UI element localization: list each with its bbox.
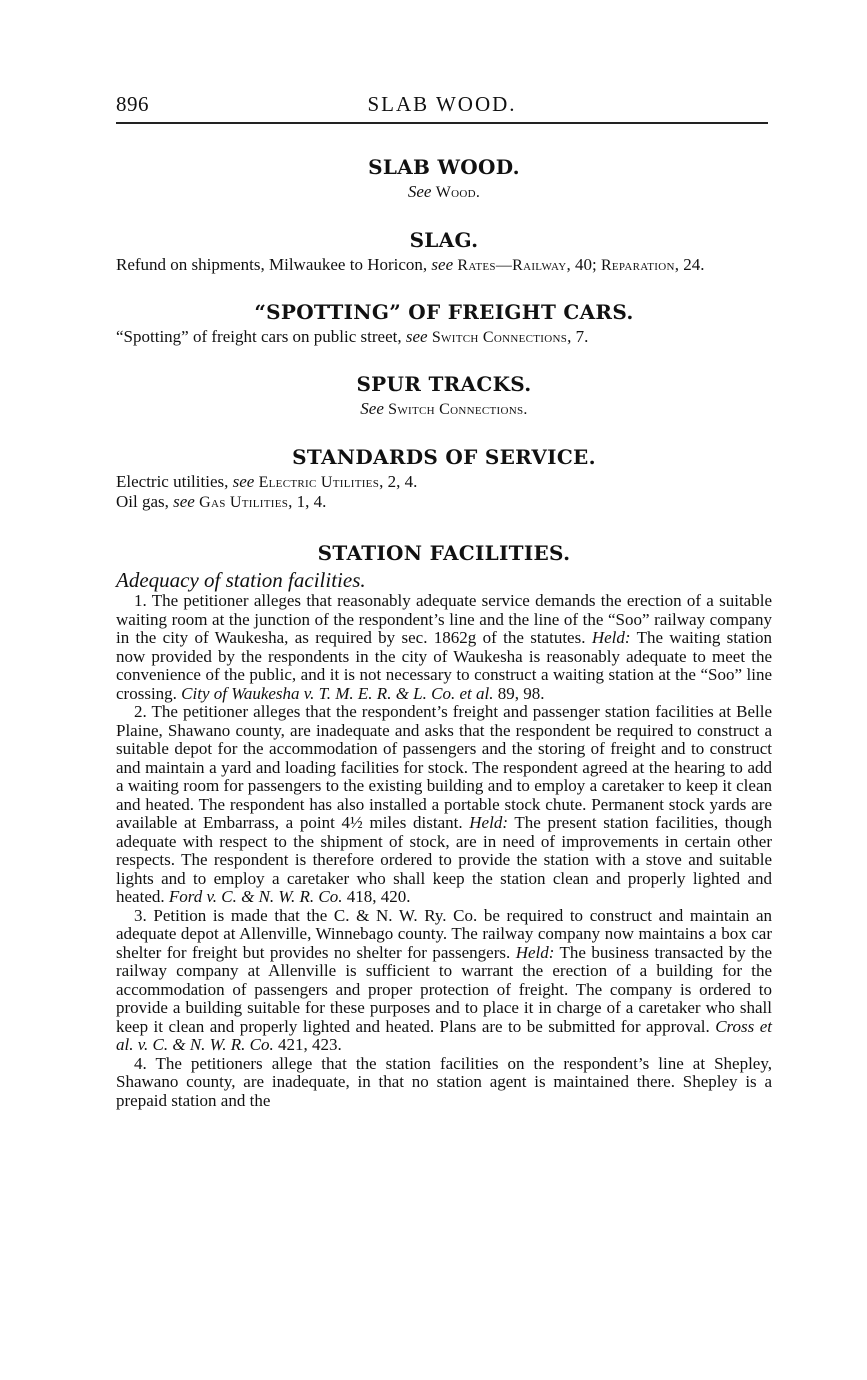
paragraph-3: 3. Petition is made that the C. & N. W. Ry. Co. be required to construct and maintain an adequate depot at Allenville, Winnebago county. The railway company now maintains a box car shelter for freight but provides no shelter for passengers. Held: The business transacted by the railway company at Allenville is sufficient to warrant the erection of a building for the accommodation of passengers and proper protection of freight. The company is ordered to provide a building suitable for these purposes and to place it in charge of a caretaker who shall keep it clean and properly lighted and heated. Plans are to be submitted for approval. Cross et al. v. C. & N. W. R. Co. 421, 423. [116,905,773,1054]
section-standards-of-service [116,442,772,512]
case-citation: Ford v. C. & N. W. R. Co. [168,887,343,906]
section-heading: SLAG. [409,228,479,252]
running-header [116,92,768,124]
section-heading: SLAB WOOD. [368,155,520,179]
page-number: 896 [116,92,149,116]
case-citation: Cross et al. v. C. & N. W. R. Co. [116,1016,772,1054]
case-citation: City of Waukesha v. T. M. E. R. & L. Co. et al. [181,683,494,703]
index-entry: Oil gas, see Gas Utilities, 1, 4. [116,492,327,511]
paragraph-4: 4. The petitioners allege that the station facilities on the respondent’s line at Shepley, Shawano county, are inadequate, in that no station agent is maintained there. Shepley is a prepaid station and the [116,1053,772,1110]
section-spur-tracks [116,369,772,420]
index-entry: Refund on shipments, Milwaukee to Horicon, see Rates—Railway, 40; Reparation, 24. [116,255,705,274]
cross-reference: See Switch Connections. [360,399,528,418]
section-spotting [116,297,772,347]
subheading: Adequacy of station facilities. [116,568,366,592]
section-slag [116,225,772,275]
section-slab-wood [116,152,772,203]
index-entry: Electric utilities, see Electric Utilities, 2, 4. [116,472,418,491]
section-heading: STANDARDS OF SERVICE. [292,445,596,469]
section-station-facilities [116,538,772,1110]
section-heading: “SPOTTING” OF FREIGHT CARS. [254,300,634,324]
running-title: SLAB WOOD. [367,92,517,116]
cross-reference: See Wood. [407,182,481,201]
page-content [116,152,772,1110]
paragraph-2: 2. The petitioner alleges that the respondent’s freight and passenger station facilities at Belle Plaine, Shawano county, are inadequate and asks that the respondent be required to construct a suitable depot for the accommodation of passengers and the storing of freight and to construct and maintain a yard and loading facilities for stock. The respondent agreed at the hearing to add a waiting room for passengers to the existing building and to employ a caretaker to keep it clean and heated. The respondent has also installed a portable stock chute. Permanent stock yards are available at Embarrass, a point 4½ miles distant. Held: The present station facilities, though adequate with respect to the shipment of stock, are in need of improvements in certain other respects. The respondent is therefore ordered to provide the station with a stove and suitable lights and to employ a caretaker who shall keep the station clean and properly lighted and heated. Ford v. C. & N. W. R. Co. 418, 420. [116,702,772,906]
index-entry: “Spotting” of freight cars on public street, see Switch Connections, 7. [116,327,589,346]
paragraph-1: 1. The petitioner alleges that reasonably adequate service demands the erection of a suitable waiting room at the junction of the respondent’s line and the line of the “Soo” railway company in the city of Waukesha, as required by sec. 1862g of the statutes. Held: The waiting station now provided by the respondents in the city of Waukesha is reasonably adequate to meet the convenience of the public, and it is not necessary to construct a waiting station at the “Soo” line crossing. City of Waukesha v. T. M. E. R. & L. Co. et al. 89, 98. [116,591,772,703]
section-heading: SPUR TRACKS. [356,372,532,396]
section-heading: STATION FACILITIES. [317,541,571,565]
